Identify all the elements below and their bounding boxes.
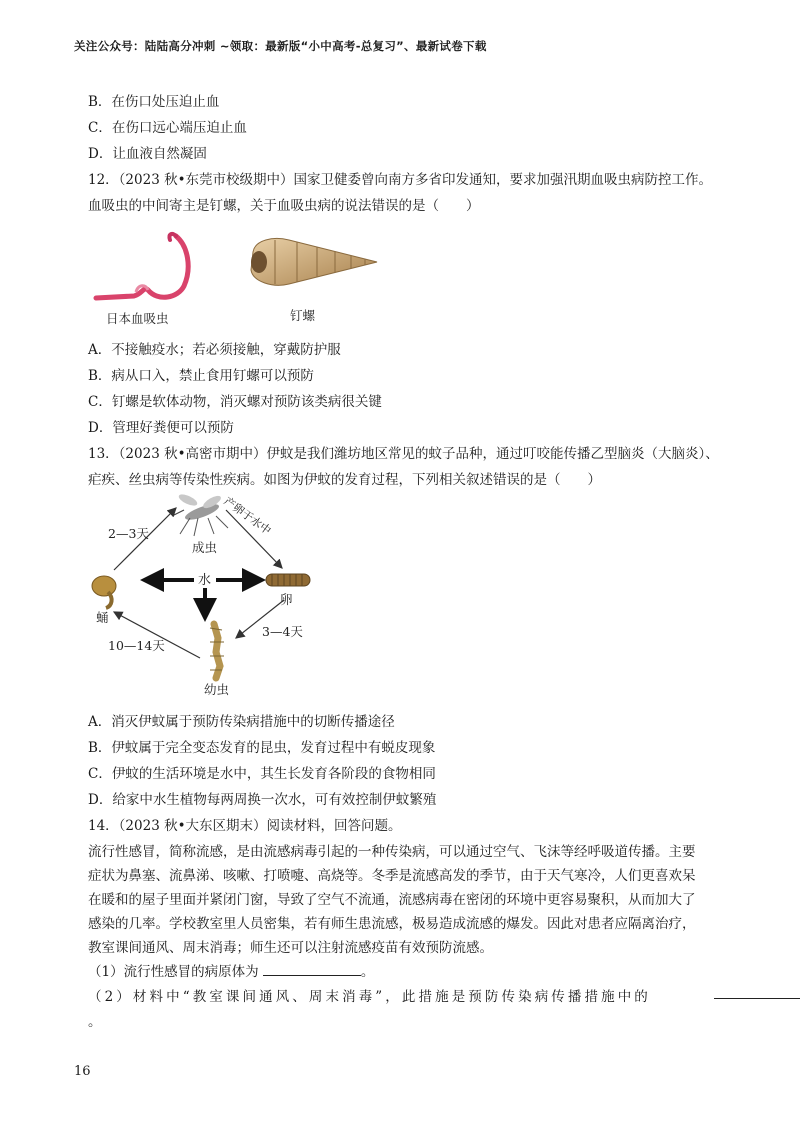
q12-option-a: A．不接触疫水；若必须接触，穿戴防护服 bbox=[88, 342, 341, 358]
q13-option-c: C．伊蚊的生活环境是水中，其生长发育各阶段的食物相同 bbox=[88, 766, 436, 782]
q14-paragraph-line: 症状为鼻塞、流鼻涕、咳嗽、打喷嚏、高烧等。冬季是流感高发的季节，由于天气寒冷，人们更喜欢呆 bbox=[88, 868, 696, 884]
schistosoma-label: 日本血吸虫 bbox=[106, 311, 169, 326]
page-number: 16 bbox=[74, 1064, 91, 1079]
q11-option-c: C．在伤口远心端压迫止血 bbox=[88, 120, 247, 136]
q13-option-d: D．给家中水生植物每两周换一次水，可有效控制伊蚊繁殖 bbox=[88, 792, 437, 808]
snail-label: 钉螺 bbox=[290, 308, 316, 323]
q13-stem-line2: 疟疾、丝虫病等传染性疾病。如图为伊蚊的发育过程，下列相关叙述错误的是（ ） bbox=[88, 472, 601, 488]
larva-label: 幼虫 bbox=[204, 682, 230, 697]
mosquito-lifecycle-diagram bbox=[80, 488, 320, 700]
time-larva-to-pupa: 10—14天 bbox=[108, 638, 165, 653]
schistosoma-image bbox=[88, 228, 208, 308]
adult-mosquito-image bbox=[172, 492, 228, 536]
page-header: 关注公众号：陆陆高分冲刺 ~领取：最新版“小中高考-总复习”、最新试卷下载 bbox=[74, 39, 487, 53]
time-egg-to-larva: 3—4天 bbox=[262, 624, 303, 639]
q14-stem: 14．（2023 秋•大东区期末）阅读材料，回答问题。 bbox=[88, 818, 402, 834]
q14-paragraph-line: 流行性感冒，简称流感，是由流感病毒引起的一种传染病，可以通过空气、飞沫等经呼吸道传播。主要 bbox=[88, 844, 696, 860]
oncomelania-snail-image bbox=[245, 232, 380, 294]
time-pupa-to-adult: 2—3天 bbox=[108, 526, 149, 541]
pupa-image bbox=[92, 576, 116, 608]
larva-image bbox=[210, 624, 224, 678]
pupa-label: 蛹 bbox=[96, 610, 109, 625]
q14-sub1-end: 。 bbox=[360, 964, 375, 980]
q13-stem-line1: 13．（2023 秋•高密市期中）伊蚊是我们潍坊地区常见的蚊子品种，通过叮咬能传播乙型脑炎（大脑炎）、 bbox=[88, 446, 719, 462]
q12-option-d: D．管理好粪便可以预防 bbox=[88, 420, 234, 436]
q14-sub2-answer-blank[interactable] bbox=[714, 985, 800, 999]
q14-sub2-end: 。 bbox=[88, 1014, 102, 1030]
q11-option-d: D．让血液自然凝固 bbox=[88, 146, 207, 162]
adult-label: 成虫 bbox=[192, 540, 218, 555]
time-adult-to-egg: 产卵于水中 bbox=[221, 494, 274, 538]
egg-label: 卵 bbox=[280, 592, 293, 607]
q12-option-b: B．病从口入，禁止食用钉螺可以预防 bbox=[88, 368, 314, 384]
egg-raft-image bbox=[266, 574, 310, 586]
q14-paragraph-line: 感染的几率。学校教室里人员密集，若有师生患流感，极易造成流感的爆发。因此对患者应隔离治疗， bbox=[88, 916, 696, 932]
water-label: 水 bbox=[198, 573, 212, 588]
q13-option-b: B．伊蚊属于完全变态发育的昆虫，发育过程中有蜕皮现象 bbox=[88, 740, 436, 756]
q11-option-b: B．在伤口处压迫止血 bbox=[88, 94, 220, 110]
q12-stem-line2: 血吸虫的中间寄主是钉螺，关于血吸虫病的说法错误的是（ ） bbox=[88, 198, 480, 214]
q14-sub1-text: （1）流行性感冒的病原体为 bbox=[88, 964, 259, 980]
q14-sub1-answer-blank[interactable] bbox=[263, 962, 361, 976]
q14-sub1 bbox=[88, 960, 374, 980]
q14-sub2-text: （2）材料中“教室课间通风、周末消毒”，此措施是预防传染病传播措施中的 bbox=[88, 989, 651, 1005]
q12-stem-line1: 12．（2023 秋•东莞市校级期中）国家卫健委曾向南方多省印发通知，要求加强汛期血吸虫病防控工作。 bbox=[88, 172, 713, 188]
q14-paragraph-line: 教室课间通风、周末消毒；师生还可以注射流感疫苗有效预防流感。 bbox=[88, 940, 493, 956]
q12-option-c: C．钉螺是软体动物，消灭螺对预防该类病很关键 bbox=[88, 394, 382, 410]
q14-paragraph-line: 在暖和的屋子里面并紧闭门窗，导致了空气不流通，流感病毒在密闭的环境中更容易聚积，从而加大了 bbox=[88, 892, 696, 908]
q13-option-a: A．消灭伊蚊属于预防传染病措施中的切断传播途径 bbox=[88, 714, 395, 730]
